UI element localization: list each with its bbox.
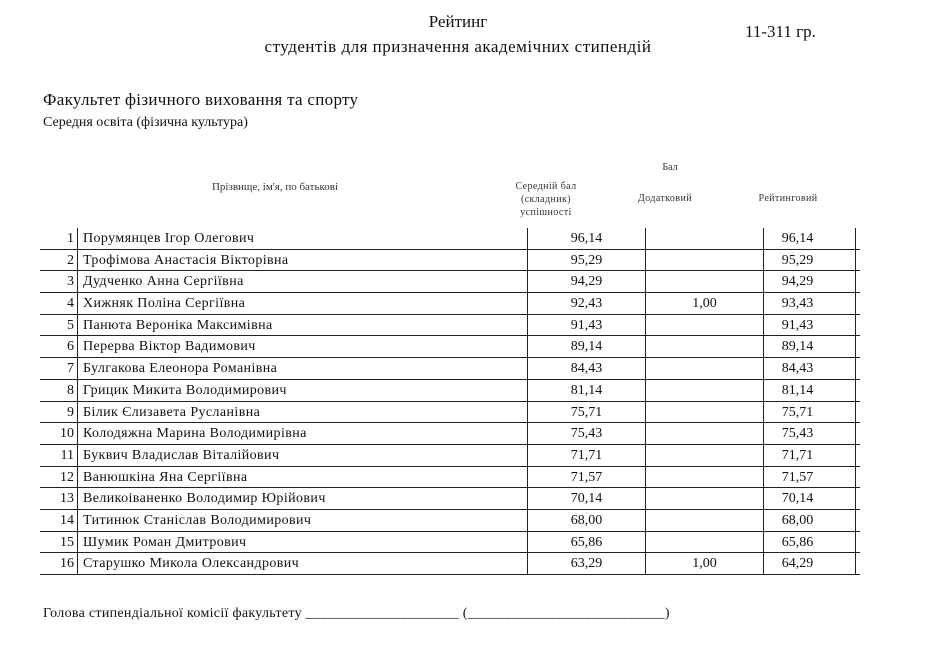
average-score: 75,71 — [528, 402, 646, 423]
additional-score — [646, 358, 764, 379]
signature-line: Голова стипендіальної комісії факультету _____________________ (___________________________) — [43, 606, 670, 621]
column-header-name: Прізвище, ім'я, по батькові — [211, 181, 339, 193]
row-number: 15 — [40, 532, 78, 553]
rating-score: 94,29 — [764, 271, 856, 292]
row-number: 6 — [40, 336, 78, 357]
rating-score: 81,14 — [764, 380, 856, 401]
table-row — [40, 380, 860, 402]
average-score: 95,29 — [528, 250, 646, 271]
average-score: 70,14 — [528, 488, 646, 509]
document-subtitle: студентів для призначення академічних стипендій — [264, 37, 652, 56]
row-number: 14 — [40, 510, 78, 531]
additional-score — [646, 423, 764, 444]
rating-score: 64,29 — [764, 553, 856, 574]
additional-score — [646, 315, 764, 336]
table-row — [40, 510, 860, 532]
average-score: 68,00 — [528, 510, 646, 531]
row-number: 1 — [40, 228, 78, 249]
row-number: 8 — [40, 380, 78, 401]
student-name: Буквич Владислав Віталійович — [78, 445, 528, 466]
average-score: 92,43 — [528, 293, 646, 314]
additional-score — [646, 510, 764, 531]
table-row — [40, 250, 860, 272]
student-name: Колодяжна Марина Володимирівна — [78, 423, 528, 444]
rating-score: 71,71 — [764, 445, 856, 466]
student-name: Панюта Вероніка Максимівна — [78, 315, 528, 336]
table-row — [40, 467, 860, 489]
rating-score: 68,00 — [764, 510, 856, 531]
table-row — [40, 532, 860, 554]
rating-score: 96,14 — [764, 228, 856, 249]
average-score: 65,86 — [528, 532, 646, 553]
rating-table — [40, 228, 860, 575]
additional-score: 1,00 — [646, 553, 764, 574]
table-row — [40, 488, 860, 510]
student-name: Перерва Віктор Вадимович — [78, 336, 528, 357]
student-name: Порумянцев Ігор Олегович — [78, 228, 528, 249]
average-score: 71,71 — [528, 445, 646, 466]
student-name: Старушко Микола Олександрович — [78, 553, 528, 574]
additional-score — [646, 445, 764, 466]
additional-score — [646, 250, 764, 271]
column-header-rating: Рейтинговий — [758, 193, 818, 204]
rating-score: 65,86 — [764, 532, 856, 553]
rating-score: 89,14 — [764, 336, 856, 357]
average-score: 63,29 — [528, 553, 646, 574]
table-row — [40, 402, 860, 424]
average-score: 75,43 — [528, 423, 646, 444]
student-name: Шумик Роман Дмитрович — [78, 532, 528, 553]
rating-score: 71,57 — [764, 467, 856, 488]
additional-score — [646, 336, 764, 357]
additional-score — [646, 380, 764, 401]
row-number: 4 — [40, 293, 78, 314]
table-row — [40, 293, 860, 315]
column-header-bal: Бал — [662, 162, 678, 173]
rating-score: 75,43 — [764, 423, 856, 444]
average-score: 94,29 — [528, 271, 646, 292]
column-header-average: Середній бал (складник) успішності — [515, 181, 577, 218]
rating-score: 70,14 — [764, 488, 856, 509]
column-header-additional: Додатковий — [638, 193, 692, 204]
row-number: 16 — [40, 553, 78, 574]
rating-score: 84,43 — [764, 358, 856, 379]
additional-score — [646, 532, 764, 553]
average-score: 81,14 — [528, 380, 646, 401]
rating-score: 93,43 — [764, 293, 856, 314]
table-row — [40, 358, 860, 380]
row-number: 3 — [40, 271, 78, 292]
row-number: 9 — [40, 402, 78, 423]
average-score: 84,43 — [528, 358, 646, 379]
average-score: 71,57 — [528, 467, 646, 488]
table-row — [40, 228, 860, 250]
program-name: Середня освіта (фізична культура) — [43, 115, 248, 130]
table-row — [40, 423, 860, 445]
faculty-name: Факультет фізичного виховання та спорту — [43, 90, 359, 109]
rating-score: 91,43 — [764, 315, 856, 336]
average-score: 89,14 — [528, 336, 646, 357]
student-name: Великоіваненко Володимир Юрійович — [78, 488, 528, 509]
student-name: Грицик Микита Володимирович — [78, 380, 528, 401]
additional-score — [646, 402, 764, 423]
student-name: Титинюк Станіслав Володимирович — [78, 510, 528, 531]
table-row — [40, 445, 860, 467]
additional-score — [646, 271, 764, 292]
row-number: 7 — [40, 358, 78, 379]
group-number: 11-311 гр. — [745, 22, 816, 41]
row-number: 13 — [40, 488, 78, 509]
rating-score: 75,71 — [764, 402, 856, 423]
additional-score — [646, 228, 764, 249]
student-name: Трофімова Анастасія Вікторівна — [78, 250, 528, 271]
additional-score: 1,00 — [646, 293, 764, 314]
table-row — [40, 336, 860, 358]
rating-score: 95,29 — [764, 250, 856, 271]
student-name: Булгакова Елеонора Романівна — [78, 358, 528, 379]
table-row — [40, 271, 860, 293]
row-number: 2 — [40, 250, 78, 271]
table-row — [40, 315, 860, 337]
student-name: Хижняк Поліна Сергіївна — [78, 293, 528, 314]
row-number: 11 — [40, 445, 78, 466]
document-title: Рейтинг — [428, 12, 488, 31]
additional-score — [646, 467, 764, 488]
student-name: Дудченко Анна Сергіївна — [78, 271, 528, 292]
student-name: Білик Єлизавета Русланівна — [78, 402, 528, 423]
average-score: 96,14 — [528, 228, 646, 249]
row-number: 12 — [40, 467, 78, 488]
table-row — [40, 553, 860, 575]
row-number: 5 — [40, 315, 78, 336]
additional-score — [646, 488, 764, 509]
row-number: 10 — [40, 423, 78, 444]
average-score: 91,43 — [528, 315, 646, 336]
student-name: Ванюшкіна Яна Сергіївна — [78, 467, 528, 488]
